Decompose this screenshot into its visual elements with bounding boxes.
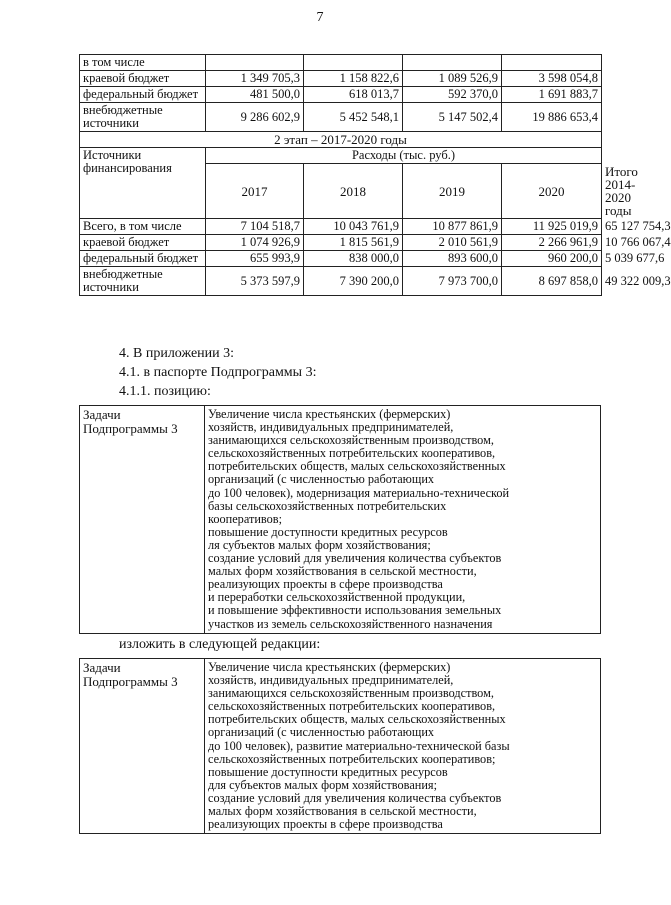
page-number: 7 [316,10,324,25]
task-line: сельскохозяйственных потребительских кооперативов, [208,699,496,714]
cell-value: 19 886 653,4 [502,103,602,132]
table-row [80,55,602,71]
cell-value: 10 043 761,9 [304,219,403,235]
cell-value: 2 266 961,9 [502,235,602,251]
cell-value: 592 370,0 [403,87,502,103]
cell-value: 1 815 561,9 [304,235,403,251]
task-line: до 100 человек), модернизация материально-технической [208,485,510,500]
task-line: базы сельскохозяйственных потребительских [208,498,447,513]
task-line: потребительских обществ, малых сельскохозяйственных [208,459,506,474]
table-row [80,71,602,87]
task-line: создание условий для увеличения количества субъектов [208,790,502,805]
row-label: в том числе [80,55,206,71]
task-line: потребительских обществ, малых сельскохозяйственных [208,712,506,727]
paragraph-appendix: 4. В приложении 3: [119,346,235,361]
row-label: краевой бюджет [80,235,206,251]
table-row [80,87,602,103]
task-line: создание условий для увеличения количества субъектов [208,551,502,566]
paragraph-position: 4.1.1. позицию: [119,384,211,399]
cell-value: 3 598 054,8 [502,71,602,87]
year-header: 2017 [206,164,304,219]
task-line: занимающихся сельскохозяйственным производством, [208,686,494,701]
task-line: и переработки сельскохозяйственной продукции, [208,590,466,605]
task-line: Увеличение числа крестьянских (фермерских) [208,407,451,421]
cell-value: 960 200,0 [502,251,602,267]
cell-value: 481 500,0 [206,87,304,103]
cell-value: 1 349 705,3 [206,71,304,87]
cell-value: 11 925 019,9 [502,219,602,235]
stage2-title: 2 этап – 2017-2020 годы [80,132,602,148]
task-line: сельскохозяйственных потребительских кооперативов; [208,751,496,766]
task-line: для субъектов малых форм хозяйствования; [208,777,438,792]
source-header: Источники финансирования [80,148,206,219]
cell-value [502,55,602,71]
tasks-label: Задачи Подпрограммы 3 [80,406,205,634]
cell-value: 10 877 861,9 [403,219,502,235]
task-line: ля субъектов малых форм хозяйствования; [208,537,431,552]
financing-table: в том числе краевой бюджет 1 349 705,3 1 158 822,6 1 089 526,9 3 598 054,8 федеральный бюджет 481 500,0 618 013,7 592 370,0 1 691 883,7 внебюджетные источники 9 286 602,9 5 452 548,1 5 147 502,4 19 886 653,4 2 этап – 2017-2020 годы Источники финансирования Расходы (тыс. руб.) 2017 2018 2019 2020 Итого 2014-2020 годы Всего, в том числе 7 104 518,7 10 043 761,9 10 877 861,9 11 925 019,9 65 127 754,3 краевой бюджет 1 074 926,9 1 815 561,9 2 010 561,9 2 266 961,9 10 766 067,4 федеральный бюджет 655 993,9 838 000,0 893 600,0 960 200,0 5 039 677,6 внебюджетные источники 5 373 597,9 7 390 200,0 7 973 700,0 8 697 858,0 49 322 009,3 [79,54,602,296]
year-header: 2018 [304,164,403,219]
cell-value: 5 373 597,9 [206,267,304,296]
tasks-label: Задачи Подпрограммы 3 [80,659,205,834]
row-label: краевой бюджет [80,71,206,87]
cell-value: 5 147 502,4 [403,103,502,132]
task-line: и повышение эффективности использования земельных [208,603,502,618]
cell-value: 838 000,0 [304,251,403,267]
tasks-table-new [79,658,601,834]
cell-value: 893 600,0 [403,251,502,267]
cell-value: 7 973 700,0 [403,267,502,296]
cell-value: 7 390 200,0 [304,267,403,296]
task-line: хозяйств, индивидуальных предпринимателей, [208,420,454,435]
task-line: до 100 человек), развитие материально-технической базы [208,738,510,753]
task-line: малых форм хозяйствования в сельской местности, [208,804,477,819]
task-line: реализующих проекты в сфере производства [208,577,443,592]
table-row: краевой бюджет 1 074 926,9 1 815 561,9 2 010 561,9 2 266 961,9 10 766 067,4 [80,235,602,251]
table-row [80,103,602,132]
table-row: внебюджетные источники 5 373 597,9 7 390 200,0 7 973 700,0 8 697 858,0 49 322 009,3 [80,267,602,296]
cell-value: 9 286 602,9 [206,103,304,132]
row-label: Всего, в том числе [80,219,206,235]
row-label: внебюджетные источники [80,103,206,132]
task-line: кооперативов; [208,511,283,526]
row-label: внебюджетные источники [80,267,206,296]
paragraph-new-edition: изложить в следующей редакции: [119,637,321,652]
cell-value: 2 010 561,9 [403,235,502,251]
task-line: занимающихся сельскохозяйственным производством, [208,433,494,448]
cell-value: 5 452 548,1 [304,103,403,132]
task-line: повышение доступности кредитных ресурсов [208,524,448,539]
year-header: 2019 [403,164,502,219]
task-line: Увеличение числа крестьянских (фермерских) [208,660,451,674]
cell-value [403,55,502,71]
cell-value: 1 089 526,9 [403,71,502,87]
row-label: федеральный бюджет [80,87,206,103]
tasks-text [205,406,601,634]
year-header: 2020 [502,164,602,219]
task-line: участков из земель сельскохозяйственного назначения [208,616,493,631]
cell-value: 8 697 858,0 [502,267,602,296]
task-line: организаций (с численностью работающих [208,725,435,740]
task-line: повышение доступности кредитных ресурсов [208,764,448,779]
expenses-header: Расходы (тыс. руб.) [206,148,602,164]
cell-value: 1 691 883,7 [502,87,602,103]
task-line: хозяйств, индивидуальных предпринимателей, [208,673,454,688]
task-line: малых форм хозяйствования в сельской местности, [208,564,477,579]
cell-value: 1 158 822,6 [304,71,403,87]
tasks-text [205,659,601,834]
row-label: федеральный бюджет [80,251,206,267]
cell-value: 618 013,7 [304,87,403,103]
task-line: сельскохозяйственных потребительских кооперативов, [208,446,496,461]
cell-value: 7 104 518,7 [206,219,304,235]
table-row: федеральный бюджет 655 993,9 838 000,0 893 600,0 960 200,0 5 039 677,6 [80,251,602,267]
tasks-table-old [79,405,601,634]
cell-value [206,55,304,71]
paragraph-passport: 4.1. в паспорте Подпрограммы 3: [119,365,317,380]
cell-value [304,55,403,71]
cell-value: 1 074 926,9 [206,235,304,251]
table-row: Всего, в том числе 7 104 518,7 10 043 761,9 10 877 861,9 11 925 019,9 65 127 754,3 [80,219,602,235]
task-line: реализующих проекты в сфере производства [208,817,443,832]
task-line: организаций (с численностью работающих [208,472,435,487]
cell-value: 655 993,9 [206,251,304,267]
